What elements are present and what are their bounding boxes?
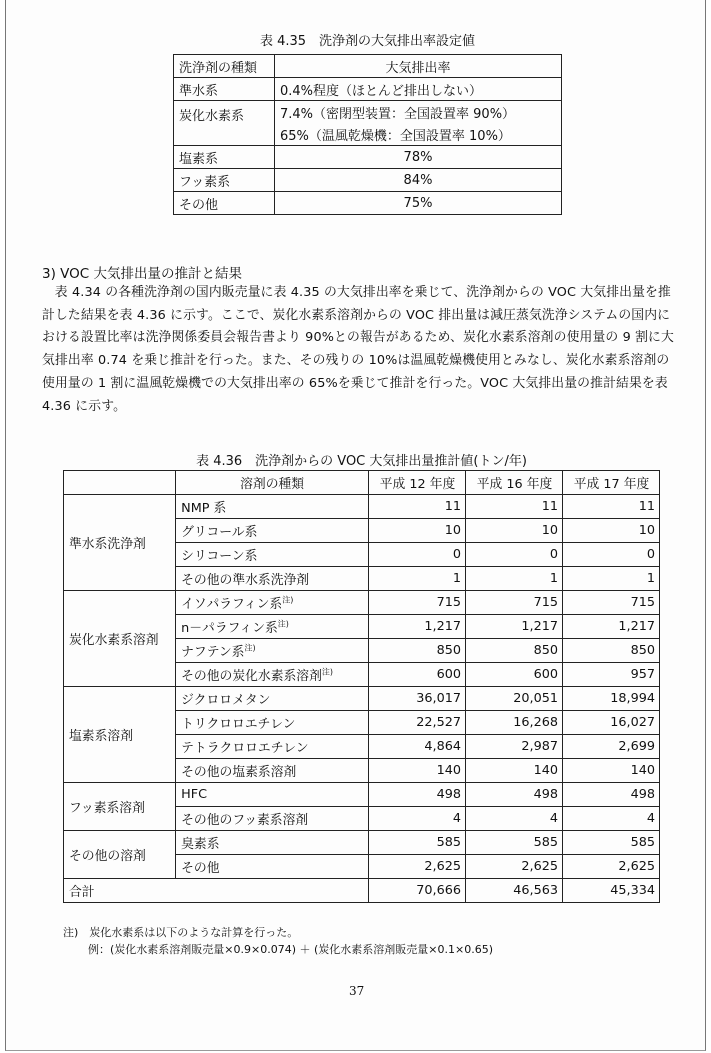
value-cell: 1,217 [563, 615, 660, 639]
value-cell: 10 [369, 519, 466, 543]
table-row [174, 101, 562, 124]
value-cell: 11 [563, 495, 660, 519]
header-cell: 平成 12 年度 [369, 471, 466, 495]
solvent-name-cell: その他の準水系洗浄剤 [176, 567, 369, 591]
table-row [64, 591, 660, 615]
value-cell: 1,217 [369, 615, 466, 639]
table-row [174, 78, 562, 101]
footnote-mark: 注) [277, 619, 289, 629]
table-row [64, 783, 660, 807]
value-cell: 0 [466, 543, 563, 567]
page-number: 37 [349, 984, 365, 998]
table-header-row [64, 471, 660, 495]
value-cell: 11 [369, 495, 466, 519]
document-page [5, 0, 706, 1051]
header-cell: 平成 17 年度 [563, 471, 660, 495]
value-cell: 0 [369, 543, 466, 567]
table-row [64, 831, 660, 855]
table-header-row [174, 55, 562, 78]
value-cell: 16,027 [563, 711, 660, 735]
value-cell: 4,864 [369, 735, 466, 759]
value-cell: 850 [466, 639, 563, 663]
value-cell: 498 [563, 783, 660, 807]
type-cell: その他 [174, 192, 275, 215]
value-cell: 10 [563, 519, 660, 543]
value-cell: 1 [466, 567, 563, 591]
value-cell: 715 [466, 591, 563, 615]
value-cell: 140 [466, 759, 563, 783]
value-cell: 498 [369, 783, 466, 807]
solvent-name-cell: トリクロロエチレン [176, 711, 369, 735]
value-cell: 1,217 [466, 615, 563, 639]
table-row [174, 192, 562, 215]
value-cell: 715 [563, 591, 660, 615]
rate-cell: 65%（温風乾燥機：全国設置率 10%） [275, 123, 562, 146]
type-cell: 炭化水素系 [174, 101, 275, 146]
table-row [64, 495, 660, 519]
value-cell: 850 [563, 639, 660, 663]
solvent-name-cell: イソパラフィン系$^{注)}$ [176, 591, 369, 615]
value-cell: 2,987 [466, 735, 563, 759]
value-cell: 585 [563, 831, 660, 855]
solvent-name-cell: その他の塩素系溶剤 [176, 759, 369, 783]
total-value: 46,563 [466, 879, 563, 903]
footnote-mark: 注) [321, 667, 334, 677]
footnote-mark: 注) [282, 595, 294, 605]
table-row [174, 146, 562, 169]
value-cell: 585 [369, 831, 466, 855]
type-cell: フッ素系 [174, 169, 275, 192]
solvent-name-cell: その他の炭化水素系溶剤$^{注)}$ [176, 663, 369, 687]
footnote-line-1: 注) 炭化水素系は以下のような計算を行った。 [63, 926, 299, 939]
solvent-name-cell: その他のフッ素系溶剤 [176, 807, 369, 831]
value-cell: 2,625 [369, 855, 466, 879]
solvent-name-cell: シリコーン系 [176, 543, 369, 567]
value-cell: 2,699 [563, 735, 660, 759]
header-cell: 溶剤の種類 [176, 471, 369, 495]
group-cell: フッ素系溶剤 [64, 783, 176, 831]
group-cell: 塩素系溶剤 [64, 687, 176, 783]
value-cell: 715 [369, 591, 466, 615]
value-cell: 1 [563, 567, 660, 591]
voc-emission-table [63, 470, 660, 903]
value-cell: 22,527 [369, 711, 466, 735]
solvent-name-cell: ジクロロメタン [176, 687, 369, 711]
solvent-name-cell: NMP 系 [176, 495, 369, 519]
group-cell: 炭化水素系溶剤 [64, 591, 176, 687]
footnote-mark: 注) [244, 643, 256, 653]
value-cell: 498 [466, 783, 563, 807]
value-cell: 585 [466, 831, 563, 855]
value-cell: 2,625 [466, 855, 563, 879]
value-cell: 4 [563, 807, 660, 831]
header-cell: 洗浄剤の種類 [174, 55, 275, 78]
total-label: 合計 [64, 879, 369, 903]
solvent-name-cell: 臭素系 [176, 831, 369, 855]
solvent-name-cell: その他 [176, 855, 369, 879]
section-heading: 3) VOC 大気排出量の推計と結果 [42, 266, 242, 282]
solvent-name-cell: テトラクロロエチレン [176, 735, 369, 759]
value-cell: 4 [369, 807, 466, 831]
header-cell-empty [64, 471, 176, 495]
footnote-line-2: 例：(炭化水素系溶剤販売量×0.9×0.074) ＋ (炭化水素系溶剤販売量×0.1×0.65) [88, 943, 493, 956]
value-cell: 16,268 [466, 711, 563, 735]
header-cell: 平成 16 年度 [466, 471, 563, 495]
value-cell: 850 [369, 639, 466, 663]
value-cell: 0 [563, 543, 660, 567]
solvent-name-cell: グリコール系 [176, 519, 369, 543]
value-cell: 140 [369, 759, 466, 783]
total-value: 45,334 [563, 879, 660, 903]
value-cell: 4 [466, 807, 563, 831]
rate-cell: 0.4%程度（ほとんど排出しない） [275, 78, 562, 101]
type-cell: 塩素系 [174, 146, 275, 169]
emission-rate-table [173, 54, 562, 215]
type-cell: 準水系 [174, 78, 275, 101]
rate-cell: 78% [275, 146, 562, 169]
value-cell: 11 [466, 495, 563, 519]
value-cell: 600 [369, 663, 466, 687]
table-4-36-caption: 表 4.36 洗浄剤からの VOC 大気排出量推計値(トン/年) [196, 454, 527, 469]
rate-cell: 7.4%（密閉型装置：全国設置率 90%） [275, 101, 562, 124]
group-cell: 準水系洗浄剤 [64, 495, 176, 591]
value-cell: 2,625 [563, 855, 660, 879]
group-cell: その他の溶剤 [64, 831, 176, 879]
solvent-name-cell: ナフテン系$^{注)}$ [176, 639, 369, 663]
solvent-name-cell: n－パラフィン系$^{注)}$ [176, 615, 369, 639]
total-value: 70,666 [369, 879, 466, 903]
rate-cell: 84% [275, 169, 562, 192]
value-cell: 1 [369, 567, 466, 591]
body-paragraph: 表 4.34 の各種洗浄剤の国内販売量に表 4.35 の大気排出率を乗じて、洗浄剤からの VOC 大気排出量を推計した結果を表 4.36 に示す。ここで、炭化水素系溶剤からの VOC 排出量は減圧蒸気洗浄システムの国内における設置比率は洗浄関係委員会報告書より 90%との報告があるため、炭化水素系溶剤の使用量の 9 割に大気排出率 0.74 を乗じ推計を行った。また、その残りの 10%は温風乾燥機使用とみなし、炭化水素系溶剤の使用量の 1 割に温風乾燥機での大気排出率の 65%を乗じて推計を行った。VOC 大気排出量の推計結果を表 4.36 に示す。 [42, 285, 674, 414]
table-row [64, 687, 660, 711]
rate-cell: 75% [275, 192, 562, 215]
table-4-35-caption: 表 4.35 洗浄剤の大気排出率設定値 [259, 34, 476, 49]
value-cell: 10 [466, 519, 563, 543]
value-cell: 957 [563, 663, 660, 687]
value-cell: 18,994 [563, 687, 660, 711]
value-cell: 20,051 [466, 687, 563, 711]
table-row [174, 169, 562, 192]
solvent-name-cell: HFC [176, 783, 369, 807]
total-row [64, 879, 660, 903]
value-cell: 600 [466, 663, 563, 687]
value-cell: 36,017 [369, 687, 466, 711]
header-cell: 大気排出率 [275, 55, 562, 78]
value-cell: 140 [563, 759, 660, 783]
